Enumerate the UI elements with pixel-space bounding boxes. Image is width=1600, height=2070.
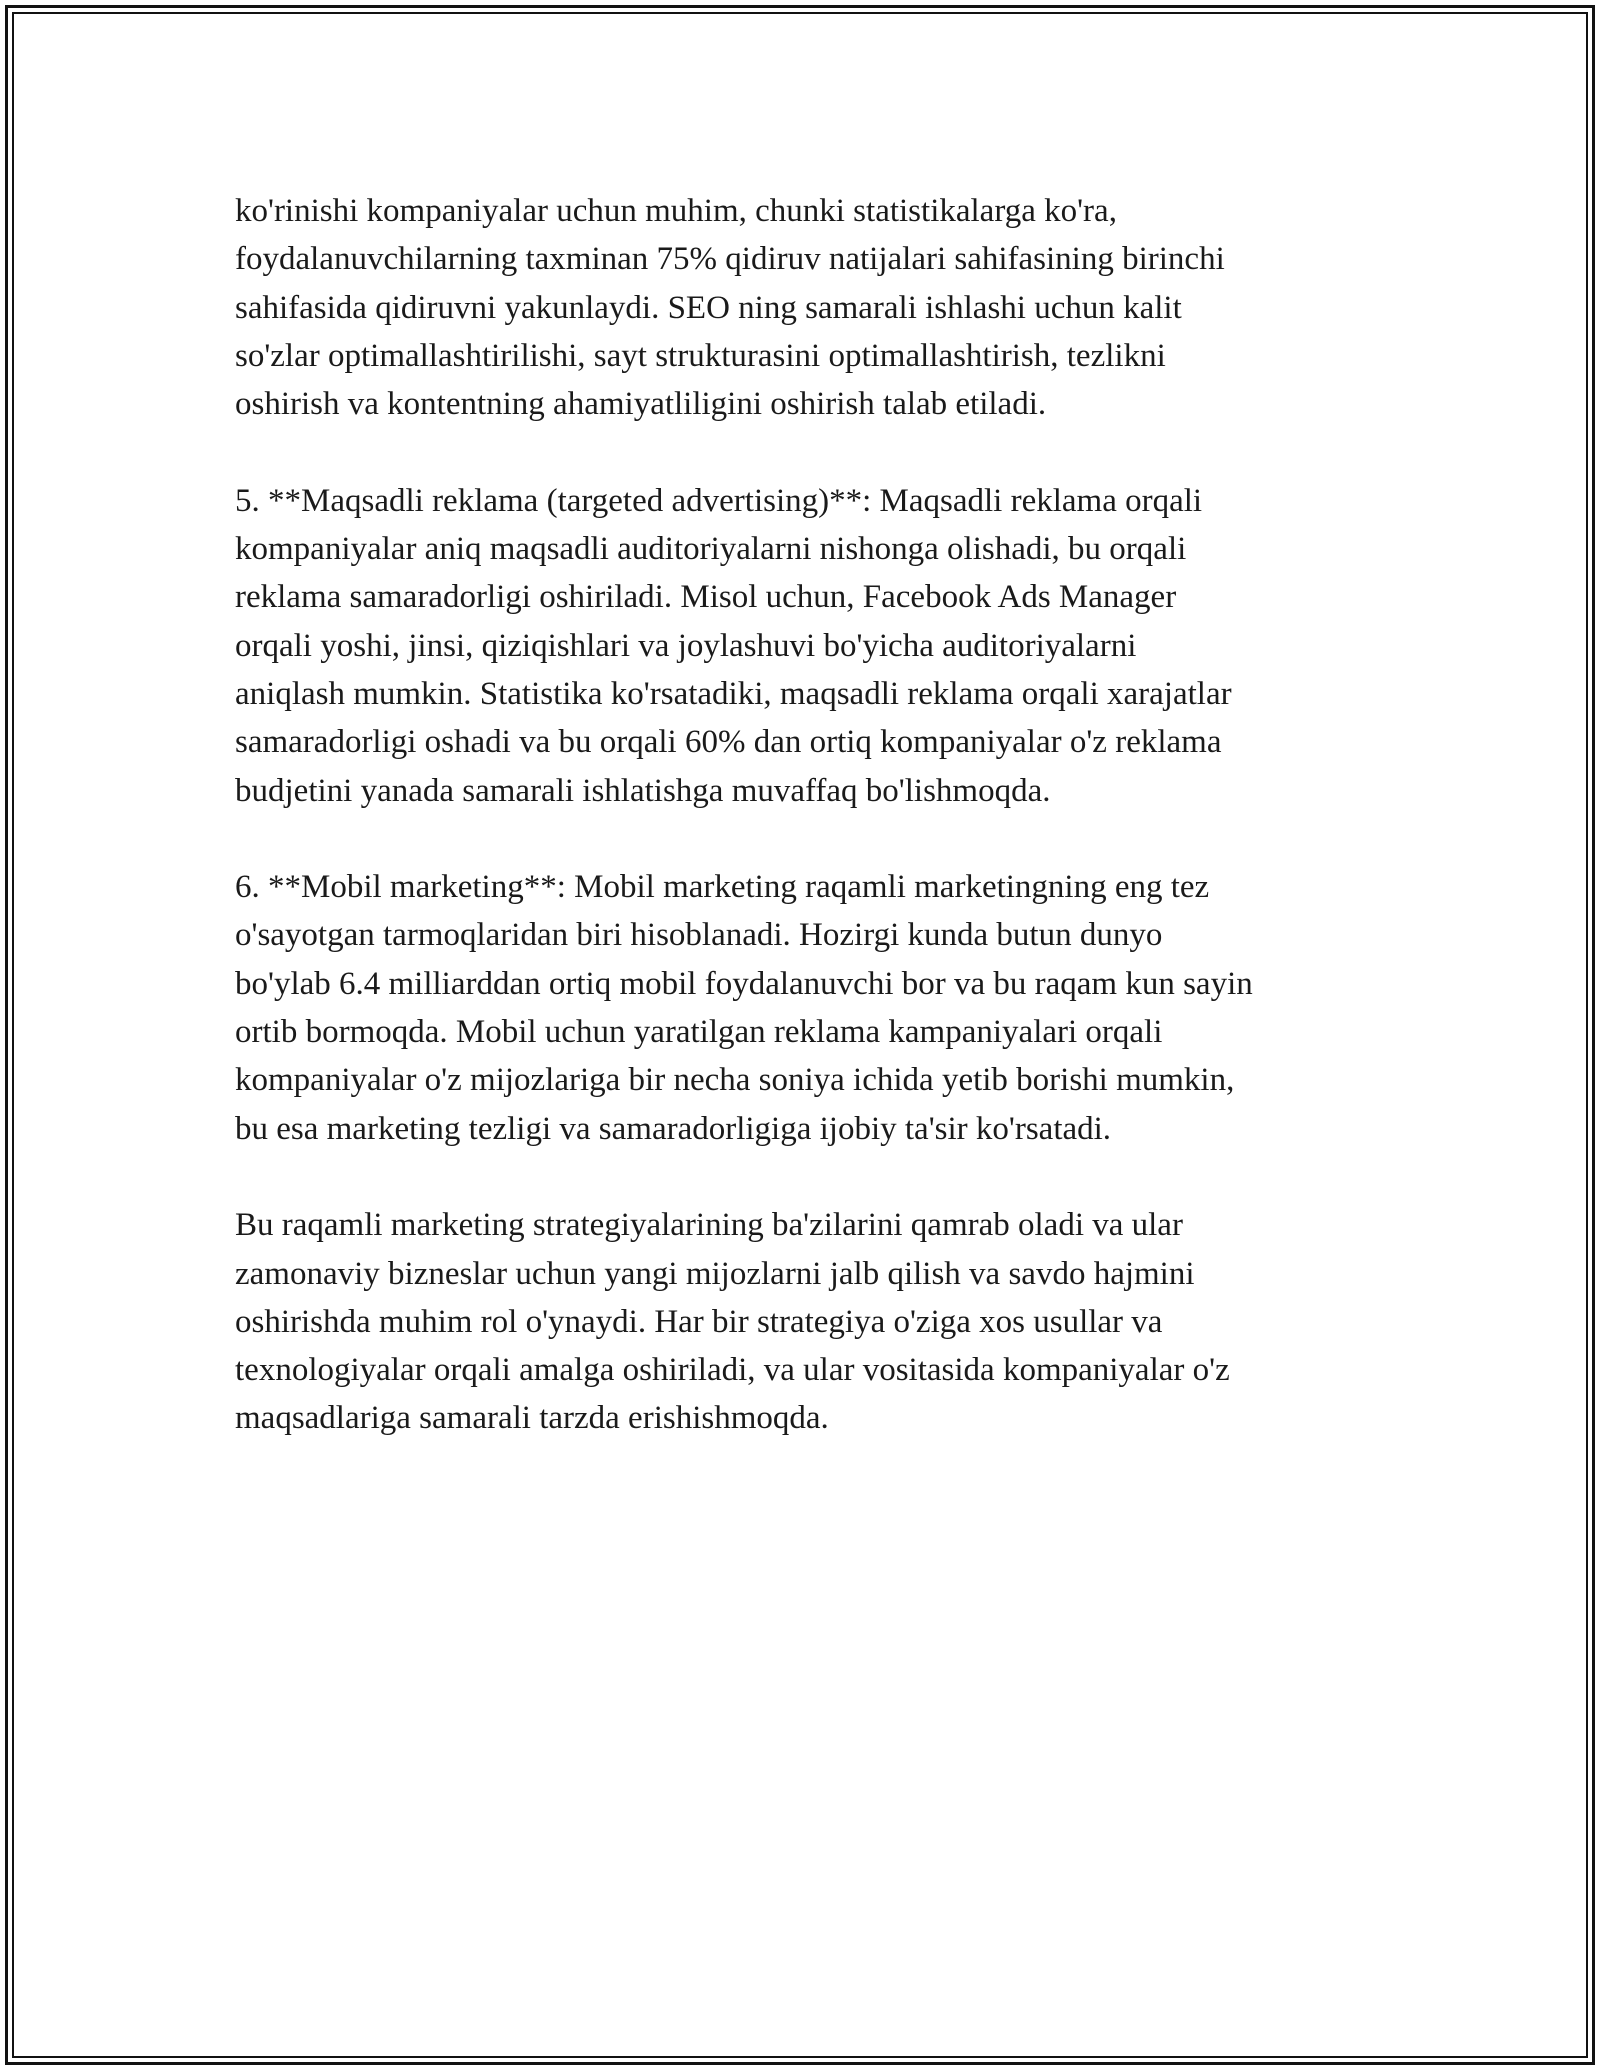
paragraph-conclusion: Bu raqamli marketing strategiyalarining ba'zilarini qamrab oladi va ular zamonaviy bizneslar uchun yangi mijozlarni jalb qilish va savdo hajmini oshirishda muhim rol o'ynaydi. Har bir strategiya o'ziga xos usullar va texnologiyalar orqali amalga oshiriladi, va ular vositasida kompaniyalar o'z maqsadlariga samarali tarzda erishishmoqda. (235, 1207, 1230, 1437)
paragraph-seo-continuation: ko'rinishi kompaniyalar uchun muhim, chunki statistikalarga ko'ra, foydalanuvchilarning taxminan 75% qidiruv natijalari sahifasining birinchi sahifasida qidiruvni yakunlaydi. SEO ning samarali ishlashi uchun kalit so'zlar optimallashtirilishi, sayt strukturasini optimallashtirish, tezlikni oshirish va kontentning ahamiyatliligini oshirish talab etiladi. (235, 193, 1225, 423)
paragraph-mobile-marketing: 6. **Mobil marketing**: Mobil marketing raqamli marketingning eng tez o'sayotgan tarmoqlaridan biri hisoblanadi. Hozirgi kunda butun dunyo bo'ylab 6.4 milliarddan ortiq mobil foydalanuvchi bor va bu raqam kun sayin ortib bormoqda. Mobil uchun yaratilgan reklama kampaniyalari orqali kompaniyalar o'z mijozlariga bir necha soniya ichida yetib borishi mumkin, bu esa marketing tezligi va samaradorligiga ijobiy ta'sir ko'rsatadi. (235, 869, 1253, 1147)
paragraph-targeted-advertising: 5. **Maqsadli reklama (targeted advertising)**: Maqsadli reklama orqali kompaniyalar aniq maqsadli auditoriyalarni nishonga olishadi, bu orqali reklama samaradorligi oshiriladi. Misol uchun, Facebook Ads Manager orqali yoshi, jinsi, qiziqishlari va joylashuvi bo'yicha auditoriyalarni aniqlash mumkin. Statistika ko'rsatadiki, maqsadli reklama orqali xarajatlar samaradorligi oshadi va bu orqali 60% dan ortiq kompaniyalar o'z reklama budjetini yanada samarali ishlatishga muvaffaq bo'lishmoqda. (235, 482, 1232, 809)
document-body (235, 187, 1395, 1491)
